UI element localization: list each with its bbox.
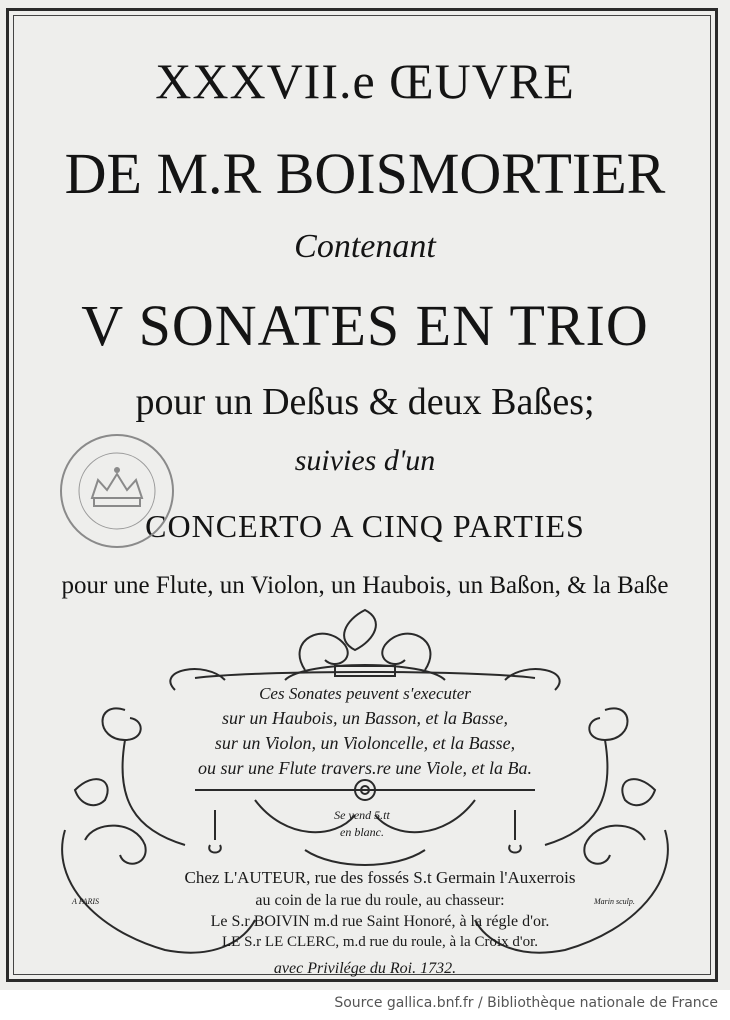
price-line-1: Se vend 5.tt bbox=[334, 808, 390, 822]
cartouche-line-2: sur un Haubois, un Basson, et la Basse, bbox=[221, 708, 508, 728]
instruments-line: pour un Deßus & deux Baßes; bbox=[135, 381, 595, 423]
source-credit: Source gallica.bnf.fr / Bibliothèque nationale de France bbox=[334, 995, 718, 1011]
address-line-1: Chez L'AUTEUR, rue des fossés S.t Germain l'Auxerrois bbox=[184, 868, 576, 887]
address-line-2: au coin de la rue du roule, au chasseur: bbox=[255, 892, 505, 909]
opus-heading: XXXVII.e ŒUVRE bbox=[155, 53, 575, 109]
engraver-right: Marin sculp. bbox=[594, 897, 635, 906]
library-stamp-icon bbox=[58, 432, 176, 550]
cartouche-line-1: Ces Sonates peuvent s'executer bbox=[259, 684, 471, 703]
cartouche-line-4: ou sur une Flute travers.re une Viole, et la Ba. bbox=[198, 758, 532, 778]
concerto-instruments-line: pour une Flute, un Violon, un Haubois, un Baßon, & la Baße bbox=[61, 572, 669, 599]
contenant-line: Contenant bbox=[294, 228, 436, 265]
concerto-heading: CONCERTO A CINQ PARTIES bbox=[145, 508, 585, 544]
privilege-line: avec Privilége du Roi. 1732. bbox=[273, 960, 457, 977]
engraver-left: A PARIS bbox=[72, 897, 100, 906]
sonatas-heading: V SONATES EN TRIO bbox=[81, 293, 649, 358]
cartouche-line-3: sur un Violon, un Violoncelle, et la Basse, bbox=[214, 733, 516, 753]
price-line-2: en blanc. bbox=[340, 825, 384, 839]
composer-heading: DE M.R BOISMORTIER bbox=[64, 141, 666, 206]
suivies-line: suivies d'un bbox=[294, 444, 436, 477]
address-line-3: Le S.r BOIVIN m.d rue Saint Honoré, à la régle d'or. bbox=[210, 913, 550, 930]
address-line-4: LE S.r LE CLERC, m.d rue du roule, à la Croix d'or. bbox=[222, 934, 538, 950]
